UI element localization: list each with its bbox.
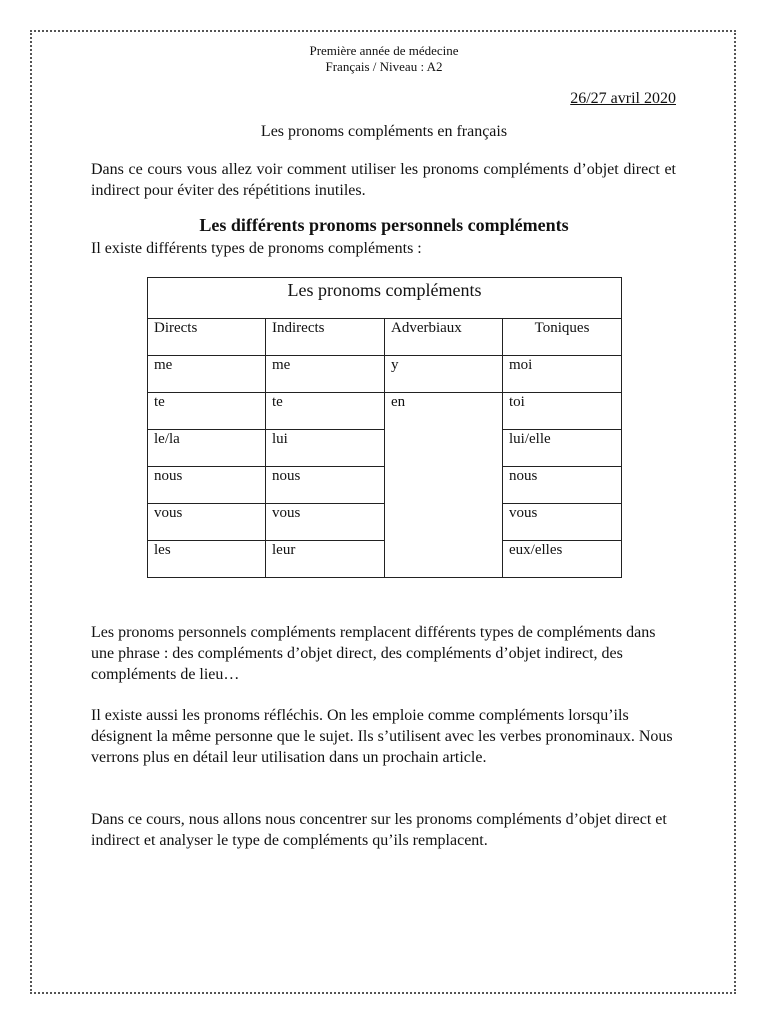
body-paragraph-1: Les pronoms personnels compléments remplacent différents types de compléments dans une phrase : des compléments d’objet direct, des compléments d’objet indirect, des compléments de lieu…: [91, 624, 656, 683]
cell-direct: me: [148, 356, 266, 393]
header-adverbiaux: Adverbiaux: [385, 319, 503, 356]
course-title: Les pronoms compléments en français: [260, 123, 508, 140]
cell-indirect: leur: [266, 541, 385, 578]
cell-tonic: toi: [503, 393, 622, 430]
table-title: Les pronoms compléments: [148, 278, 622, 319]
cell-indirect: me: [266, 356, 385, 393]
cell-tonic: eux/elles: [503, 541, 622, 578]
cell-indirect: nous: [266, 467, 385, 504]
cell-direct: le/la: [148, 430, 266, 467]
cell-tonic: vous: [503, 504, 622, 541]
cell-direct: les: [148, 541, 266, 578]
cell-adverbial: en: [385, 393, 503, 578]
table-row: [148, 393, 622, 430]
cell-direct: vous: [148, 504, 266, 541]
cell-indirect: te: [266, 393, 385, 430]
cell-direct: te: [148, 393, 266, 430]
section-intro: Il existe différents types de pronoms compléments :: [91, 240, 422, 257]
cell-tonic: nous: [503, 467, 622, 504]
header-indirects: Indirects: [266, 319, 385, 356]
header-course: Première année de médecine: [309, 43, 459, 58]
cell-tonic: lui/elle: [503, 430, 622, 467]
table-row: [148, 356, 622, 393]
header-level: Français / Niveau : A2: [325, 59, 443, 74]
intro-paragraph: Dans ce cours vous allez voir comment utiliser les pronoms compléments d’objet direct et indirect pour éviter des répétitions inutiles.: [91, 161, 676, 199]
cell-tonic: moi: [503, 356, 622, 393]
document-date: 26/27 avril 2020: [570, 90, 676, 107]
body-paragraph-3: Dans ce cours, nous allons nous concentrer sur les pronoms compléments d’objet direct et indirect et analyser le type de compléments qu’ils remplacent.: [91, 811, 667, 849]
cell-indirect: lui: [266, 430, 385, 467]
header-directs: Directs: [148, 319, 266, 356]
header-toniques: Toniques: [503, 319, 622, 356]
cell-direct: nous: [148, 467, 266, 504]
cell-indirect: vous: [266, 504, 385, 541]
cell-adverbial: y: [385, 356, 503, 393]
pronouns-table: [147, 277, 622, 578]
section-title: Les différents pronoms personnels compléments: [199, 215, 569, 235]
body-paragraph-2: Il existe aussi les pronoms réfléchis. On les emploie comme compléments lorsqu’ils désignent la même personne que le sujet. Ils s’utilisent avec les verbes pronominaux. Nous verrons plus en détail leur utilisation dans un prochain article.: [91, 707, 673, 766]
